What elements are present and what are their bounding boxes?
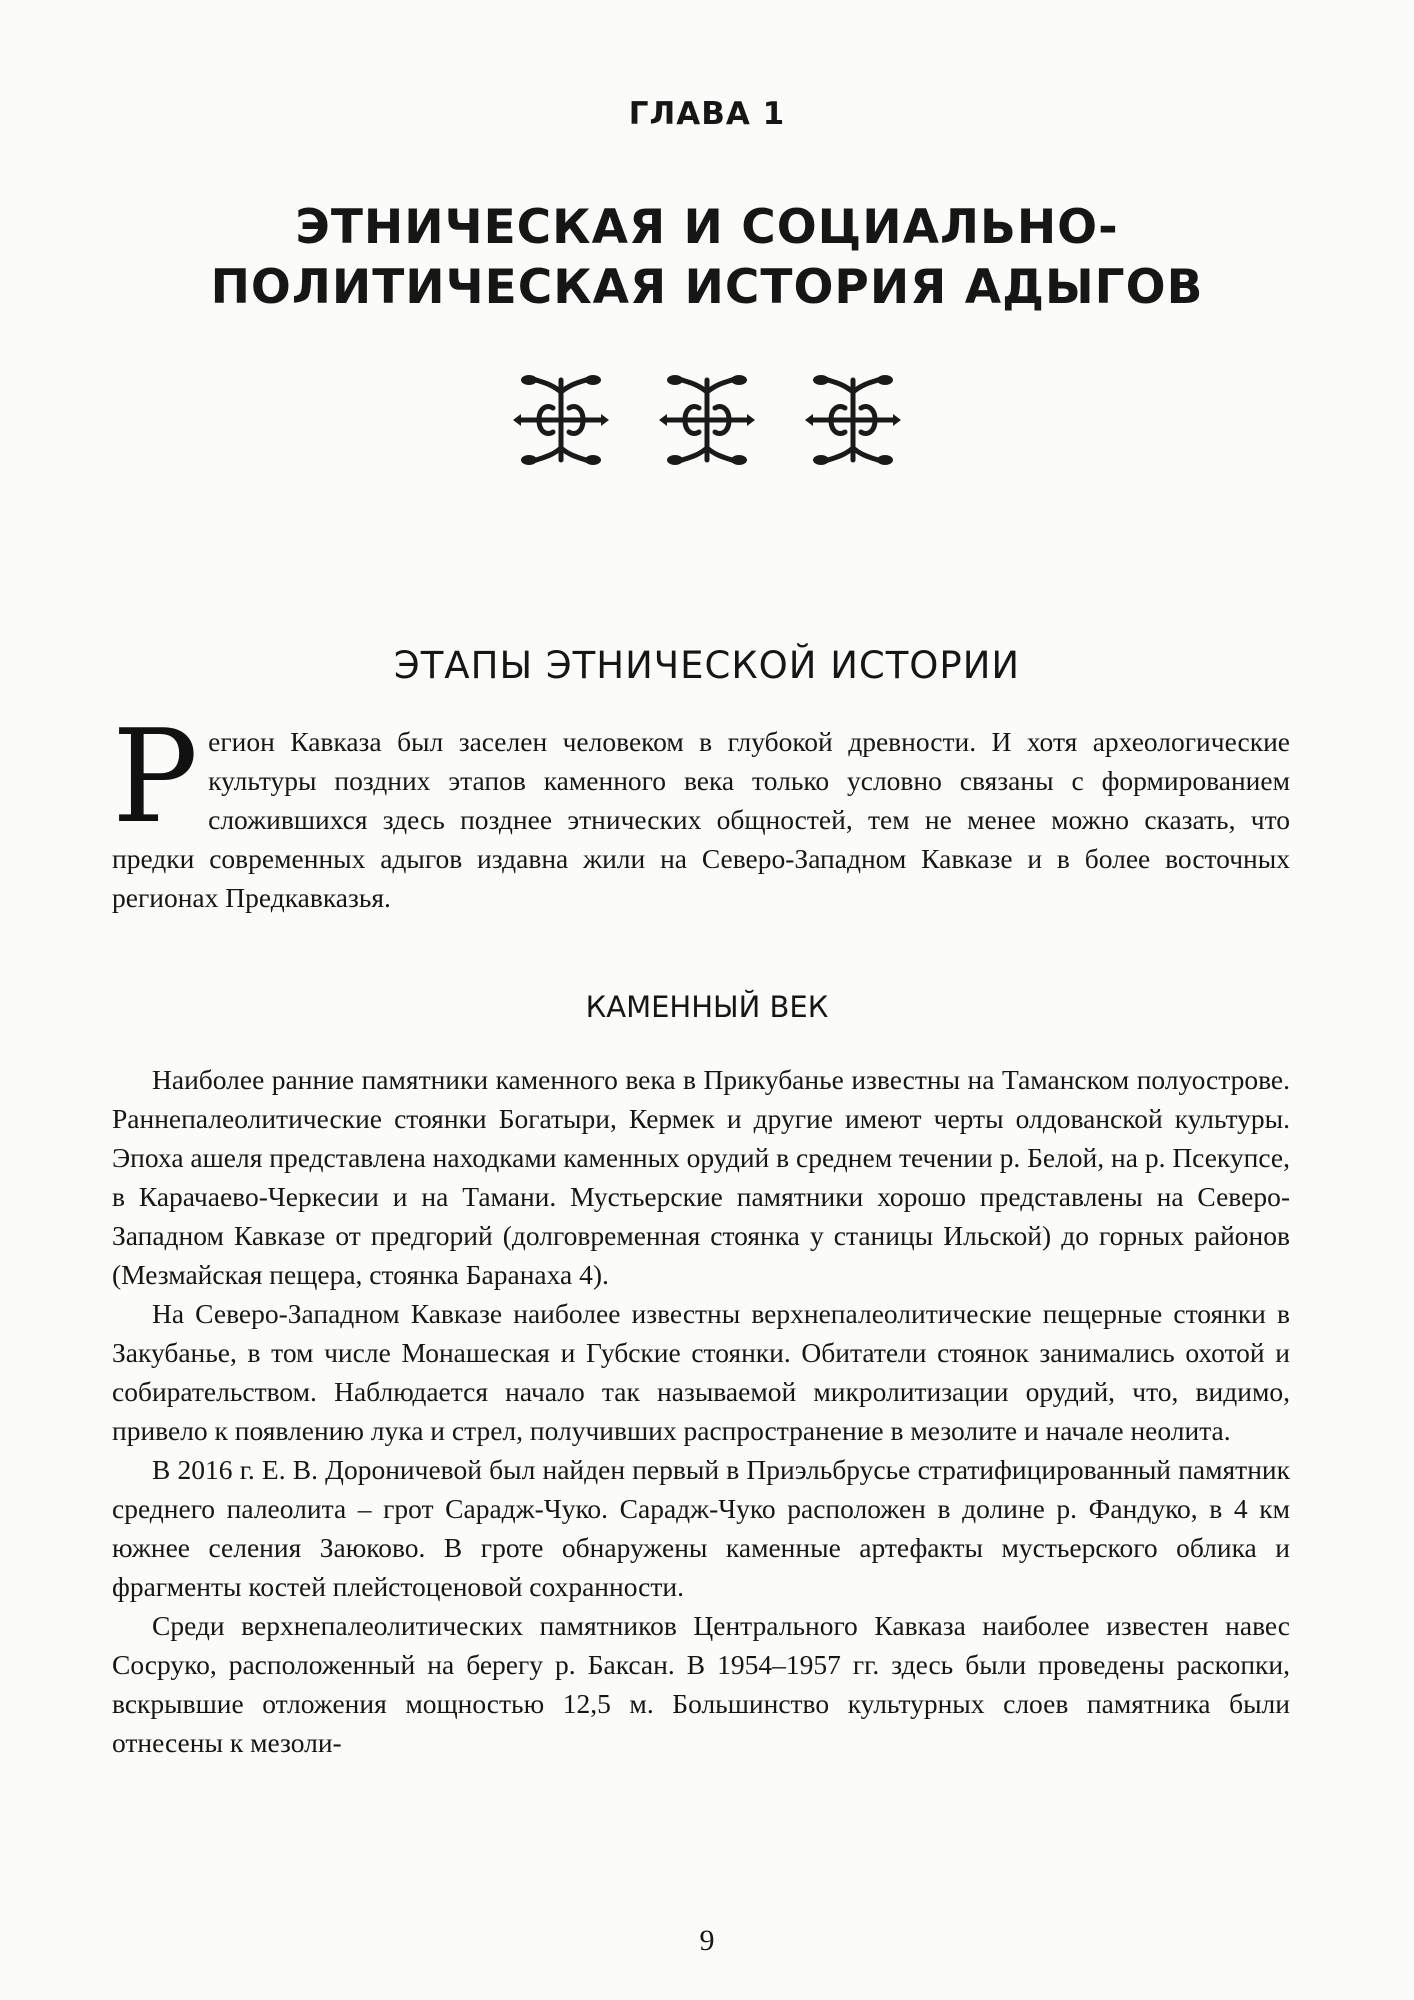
- circassian-ornament-icon: [509, 372, 613, 468]
- circassian-ornament-icon: [801, 372, 905, 468]
- intro-paragraph: [112, 703, 1290, 917]
- body-text: [112, 1060, 1290, 1762]
- chapter-title: ЭТНИЧЕСКАЯ И СОЦИАЛЬНО-ПОЛИТИЧЕСКАЯ ИСТОРИЯ АДЫГОВ: [210, 200, 1204, 315]
- subsection-title: КАМЕННЫЙ ВЕК: [585, 990, 829, 1024]
- paragraph: В 2016 г. Е. В. Дороничевой был найден первый в Приэльбрусье стратифицированный памятник среднего палеолита – грот Сарадж-Чуко. Сарадж-Чуко расположен в долине р. Фандуко, в 4 км южнее селения Заюково. В гроте обнаружены каменные артефакты мустьерского облика и фрагменты костей плейстоценовой сохранности.: [112, 1454, 1290, 1602]
- page-number: 9: [699, 1924, 715, 1957]
- paragraph: Среди верхнепалеолитических памятников Центрального Кавказа наиболее известен навес Сосруко, расположенный на берегу р. Баксан. В 1954–1957 гг. здесь были проведены раскопки, вскрывшие отложения мощностью 12,5 м. Большинство культурных слоев памятника были отнесены к мезоли-: [112, 1610, 1290, 1758]
- section-title: ЭТАПЫ ЭТНИЧЕСКОЙ ИСТОРИИ: [393, 644, 1021, 687]
- drop-cap: Р: [112, 703, 199, 852]
- intro-text: егион Кавказа был заселен человеком в глубокой древности. И хотя археологические культуры поздних этапов каменного века только условно связаны с формированием сложившихся здесь позднее этнических общностей, тем не менее можно сказать, что предки современных адыгов издавна жили на Северо-Западном Кавказе и в более восточных регионах Предкавказья.: [112, 726, 1290, 913]
- paragraph: На Северо-Западном Кавказе наиболее известны верхнепалеолитические пещерные стоянки в Закубанье, в том числе Монашеская и Губские стоянки. Обитатели стоянок занимались охотой и собирательством. Наблюдается начало так называемой микролитизации орудий, что, видимо, привело к появлению лука и стрел, получивших распространение в мезолите и начале неолита.: [112, 1298, 1290, 1446]
- chapter-label: ГЛАВА 1: [628, 96, 786, 132]
- circassian-ornament-icon: [655, 372, 759, 468]
- ornament-divider: [0, 372, 1414, 468]
- paragraph: Наиболее ранние памятники каменного века в Прикубанье известны на Таманском полуострове. Раннепалеолитические стоянки Богатыри, Кермек и другие имеют черты олдованской культуры. Эпоха ашеля представлена находками каменных орудий в среднем течении р. Белой, на р. Псекупсе, в Карачаево-Черкесии и на Тамани. Мустьерские памятники хорошо представлены на Северо-Западном Кавказе от предгорий (долговременная стоянка у станицы Ильской) до горных районов (Мезмайская пещера, стоянка Баранаха 4).: [112, 1064, 1290, 1290]
